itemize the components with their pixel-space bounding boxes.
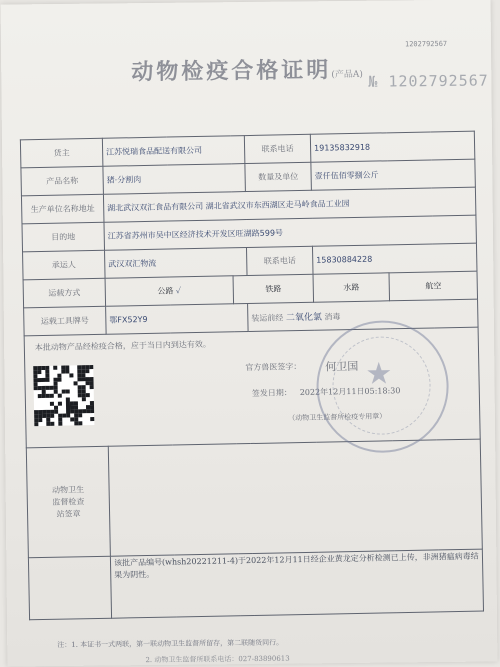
transport-water: 水路 (313, 273, 390, 302)
supervision-label (26, 446, 110, 558)
origin-value: 湖北武汉双汇食品有限公司 湖北省武汉市东西湖区走马岭食品工业园 (103, 187, 475, 222)
official-cell (24, 327, 480, 448)
plate-label: 运载工具牌号 (24, 306, 107, 336)
footnote-2: 2. 动物卫生监督所联系电话：027-83890613 (145, 654, 290, 665)
transport-road (105, 276, 234, 306)
official-statement: 本批动物产品经检疫合格，应于当日内到达有效。 (34, 339, 211, 353)
certificate-title (131, 53, 363, 86)
transport-label: 运载方式 (23, 278, 106, 308)
transport-air: 航空 (389, 271, 478, 301)
qr-code-image (33, 365, 94, 426)
certificate-paper (1, 0, 498, 667)
owner-value: 江苏悦瑞食品配送有限公司 (102, 136, 245, 167)
owner-label: 货主 (20, 138, 103, 168)
remarks-label-cell (28, 556, 111, 620)
origin-label: 生产单位名称地址 (21, 194, 104, 224)
date-value: 2022年12月11日05:18:30 (299, 386, 401, 398)
disinfection-value: 二氧化氯 (285, 312, 323, 324)
carrier-phone-label: 联系电话 (247, 246, 314, 275)
row-official (24, 327, 480, 448)
row-supervision (26, 439, 482, 558)
certificate-number: № 1202792567 (368, 71, 489, 91)
transport-road-text: 公路 (157, 286, 174, 296)
product-value: 猪·分割肉 (103, 164, 246, 195)
row-remarks (28, 549, 483, 620)
quantity-value: 壹仟伍佰零捌公斤 (311, 159, 476, 190)
star-icon: ★ (365, 356, 393, 392)
title-text: 动物检疫合格证明 (131, 57, 332, 86)
destination-value: 江苏省苏州市吴中区经济技术开发区旺湖路599号 (104, 215, 476, 250)
certificate-table (20, 131, 484, 621)
title-subtitle: (产品A) (331, 69, 363, 81)
carrier-label: 承运人 (23, 250, 106, 280)
plate-value: 鄂FX52Y9 (106, 304, 249, 335)
supervision-content (108, 439, 482, 556)
supervision-label-line-2: 监督检查 (52, 496, 85, 507)
carrier-phone-value: 15830884228 (312, 243, 477, 274)
phone-label: 联系电话 (244, 134, 311, 163)
phone-value: 19135832918 (310, 131, 475, 162)
disinfection-label: 装运前经 (251, 313, 284, 323)
transport-rail: 铁路 (233, 274, 314, 304)
remarks-text: 该批产品编号(whsh20221211-4)于2022年12月11日经企业黄龙定分析检测已上传，非洲猪瘟病毒结果为阴性。 (110, 549, 483, 618)
quantity-label: 数量及单位 (245, 162, 312, 191)
top-serial: 1202792567 (404, 39, 448, 49)
signature-value: 何卫国 (325, 359, 359, 374)
supervision-label-line-1: 动物卫生 (52, 484, 85, 495)
destination-label: 目的地 (22, 222, 105, 252)
check-icon: ✓ (175, 286, 182, 296)
product-label: 产品名称 (21, 166, 104, 196)
signature-label: 官方兽医签字： (245, 362, 302, 373)
date-label: 签发日期： (251, 388, 292, 398)
carrier-value: 武汉双汇物流 (105, 248, 248, 279)
disinfection-cell (248, 299, 478, 331)
qr-code (33, 365, 94, 426)
stamp-caption: （动物卫生监督所检疫专用章） (288, 412, 387, 423)
supervision-label-line-3: 站签章 (56, 508, 81, 519)
footnote-1: 注：1. 本证书一式两联，第一联动物卫生监督所留存，第二联随货同行。 (57, 638, 284, 650)
disinfection-suffix: 消毒 (324, 312, 341, 322)
